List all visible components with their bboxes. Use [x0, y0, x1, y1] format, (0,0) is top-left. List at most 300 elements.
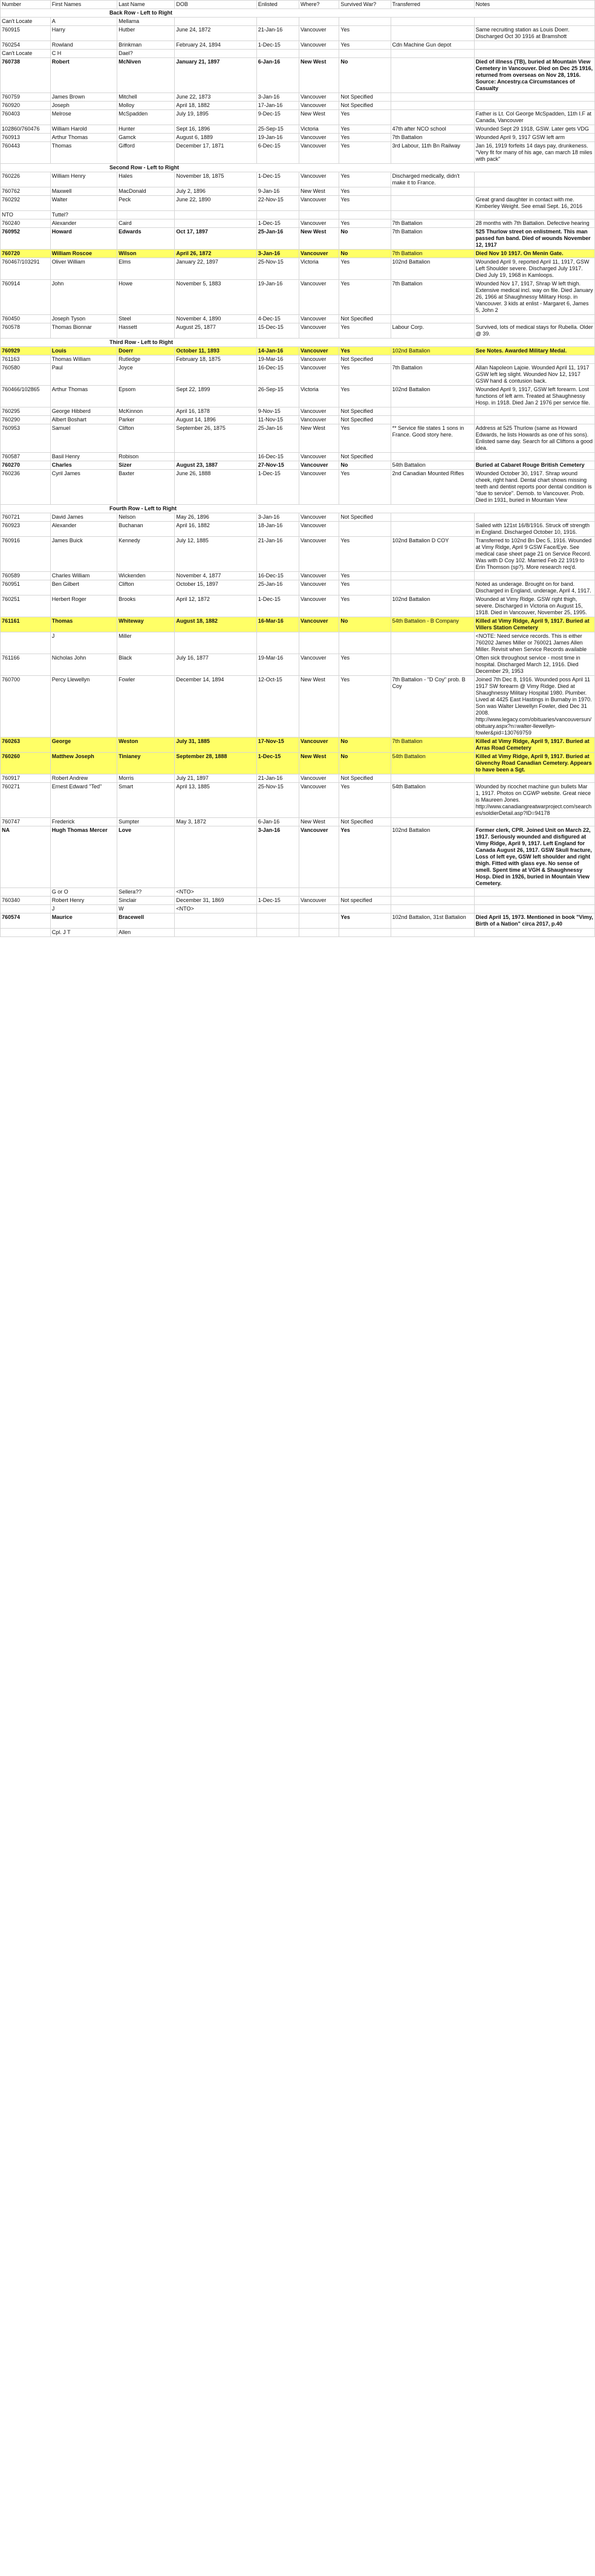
table-cell: 3-Jan-16 — [256, 826, 299, 888]
table-cell: Hutber — [117, 26, 175, 41]
table-cell: July 31, 1885 — [175, 738, 256, 753]
table-cell: Sumpter — [117, 818, 175, 826]
table-cell: Gifford — [117, 142, 175, 164]
table-cell: No — [339, 753, 391, 774]
table-cell: Survived, lots of medical stays for Rubella. Older @ 39. — [474, 323, 594, 339]
table-cell: Yes — [339, 783, 391, 818]
table-cell: Yes — [339, 187, 391, 196]
table-cell: Brinkman — [117, 41, 175, 50]
table-row — [1, 219, 595, 228]
table-row — [1, 774, 595, 783]
table-cell: 26-Sep-15 — [256, 386, 299, 407]
table-cell — [339, 905, 391, 913]
table-cell: Vancouver — [299, 134, 339, 142]
table-cell — [1, 905, 51, 913]
table-cell: Vancouver — [299, 461, 339, 470]
table-row — [1, 818, 595, 826]
table-cell: 3-Jan-16 — [256, 513, 299, 522]
table-cell: ** Service file states 1 sons in France. Good story here. — [391, 424, 474, 453]
table-cell: 7th Battalion - "D Coy" prob. B Coy — [391, 676, 474, 738]
table-cell: Baxter — [117, 470, 175, 505]
table-cell: McNiven — [117, 58, 175, 93]
table-cell: April 13, 1885 — [175, 783, 256, 818]
table-cell: Caird — [117, 219, 175, 228]
table-cell: Discharged medically, didn't make it to France. — [391, 172, 474, 187]
table-cell — [391, 102, 474, 110]
table-cell — [391, 572, 474, 580]
table-cell: 1-Dec-15 — [256, 219, 299, 228]
table-cell — [391, 580, 474, 595]
table-cell — [474, 187, 594, 196]
table-cell: Not Specified — [339, 513, 391, 522]
table-cell: 760295 — [1, 407, 51, 416]
table-cell: New West — [299, 110, 339, 125]
table-cell: Killed at Vimy Ridge, April 9, 1917. Buried at Villers Station Cemetery — [474, 617, 594, 632]
table-cell: 760914 — [1, 280, 51, 315]
table-row — [1, 826, 595, 888]
table-cell: December 31, 1869 — [175, 897, 256, 905]
table-cell: 760270 — [1, 461, 51, 470]
table-cell: 19-Jan-16 — [256, 134, 299, 142]
table-cell — [256, 929, 299, 937]
table-cell: Yes — [339, 364, 391, 386]
table-cell: January 22, 1897 — [175, 258, 256, 280]
table-cell: 21-Jan-16 — [256, 26, 299, 41]
table-cell: Thomas Bionnar — [50, 323, 117, 339]
table-cell: July 2, 1896 — [175, 187, 256, 196]
column-header: Transferred — [391, 1, 474, 9]
table-cell: Melrose — [50, 110, 117, 125]
table-cell — [474, 18, 594, 26]
table-row — [1, 142, 595, 164]
table-cell: Can't Locate — [1, 18, 51, 26]
table-cell — [391, 905, 474, 913]
table-cell: 102nd Battalion — [391, 595, 474, 617]
table-cell: Vancouver — [299, 315, 339, 323]
table-cell: Not specified — [339, 897, 391, 905]
table-cell — [391, 929, 474, 937]
table-cell: Yes — [339, 258, 391, 280]
table-cell: Yes — [339, 572, 391, 580]
table-cell: Edwards — [117, 228, 175, 250]
table-cell: Samuel — [50, 424, 117, 453]
table-cell: Robert Henry — [50, 897, 117, 905]
table-cell: 760929 — [1, 347, 51, 355]
table-cell: Bracewell — [117, 913, 175, 929]
table-cell: Yes — [339, 172, 391, 187]
table-cell: 7th Battalion — [391, 219, 474, 228]
table-cell: Albert Boshart — [50, 416, 117, 424]
table-cell: June 22, 1890 — [175, 196, 256, 211]
table-cell: Vancouver — [299, 196, 339, 211]
section-row — [1, 9, 595, 18]
table-cell: August 25, 1877 — [175, 323, 256, 339]
table-cell: New West — [299, 676, 339, 738]
table-cell: 760589 — [1, 572, 51, 580]
table-cell: No — [339, 617, 391, 632]
table-cell: No — [339, 461, 391, 470]
table-cell: Yes — [339, 280, 391, 315]
table-cell: James Buick — [50, 537, 117, 572]
column-header: Last Name — [117, 1, 175, 9]
table-cell: Morris — [117, 774, 175, 783]
table-cell: New West — [299, 228, 339, 250]
table-cell — [175, 211, 256, 219]
table-cell: July 21, 1897 — [175, 774, 256, 783]
table-row — [1, 355, 595, 364]
table-row — [1, 738, 595, 753]
table-cell: Hunter — [117, 125, 175, 134]
table-cell: Vancouver — [299, 142, 339, 164]
table-cell: Paul — [50, 364, 117, 386]
table-cell: W — [117, 905, 175, 913]
table-cell: Yes — [339, 654, 391, 676]
table-cell: 16-Mar-16 — [256, 617, 299, 632]
table-cell: 22-Nov-15 — [256, 196, 299, 211]
table-cell — [339, 18, 391, 26]
table-row — [1, 41, 595, 50]
table-cell: Hugh Thomas Mercer — [50, 826, 117, 888]
table-cell: Robert Andrew — [50, 774, 117, 783]
table-cell — [391, 93, 474, 102]
table-cell: Wounded April 9, 1917 GSW left arm — [474, 134, 594, 142]
table-cell: Thomas William — [50, 355, 117, 364]
table-cell: Wounded by ricochet machine gun bullets Mar 1, 1917. Photos on CGWP website. Great niece is Maureen Jones. http://www.canadiangreatwarproject.com/searches/soldierDetail.asp?ID=94178 — [474, 783, 594, 818]
table-cell: Charles — [50, 461, 117, 470]
table-row — [1, 250, 595, 258]
table-cell: Sailed with 121st 16/8/1916. Struck off strength in England. Discharged October 10, 1916. — [474, 522, 594, 537]
section-row — [1, 339, 595, 347]
table-row — [1, 513, 595, 522]
table-cell: Vancouver — [299, 323, 339, 339]
column-header: Survived War? — [339, 1, 391, 9]
table-cell: December 14, 1894 — [175, 676, 256, 738]
table-cell: April 26, 1872 — [175, 250, 256, 258]
table-cell — [299, 211, 339, 219]
table-cell: Basil Henry — [50, 453, 117, 461]
section-row — [1, 164, 595, 172]
table-cell: Arthur Thomas — [50, 134, 117, 142]
table-cell — [391, 50, 474, 58]
table-cell: Peck — [117, 196, 175, 211]
table-cell: 21-Jan-16 — [256, 537, 299, 572]
table-cell: Ben Gilbert — [50, 580, 117, 595]
table-cell: Vancouver — [299, 513, 339, 522]
table-cell: Cyril James — [50, 470, 117, 505]
table-cell: 760271 — [1, 783, 51, 818]
table-cell — [1, 632, 51, 654]
table-cell — [1, 888, 51, 897]
table-row — [1, 228, 595, 250]
table-cell: NA — [1, 826, 51, 888]
table-cell: 760263 — [1, 738, 51, 753]
table-cell: 760913 — [1, 134, 51, 142]
table-cell: May 26, 1896 — [175, 513, 256, 522]
table-cell: Mellama — [117, 18, 175, 26]
table-row — [1, 196, 595, 211]
table-cell: Often sick throughout service - most time in hospital. Discharged March 12, 1916. Died December 29, 1953 — [474, 654, 594, 676]
table-cell: Howe — [117, 280, 175, 315]
table-cell: Not Specified — [339, 774, 391, 783]
table-cell: Sept 16, 1896 — [175, 125, 256, 134]
table-cell: <NOTE: Need service records. This is either 760202 James Miller or 760021 James Allen Miller. Revisit when Service Records available — [474, 632, 594, 654]
table-cell: Sept 22, 1899 — [175, 386, 256, 407]
table-cell: Buried at Cabaret Rouge British Cemetery — [474, 461, 594, 470]
table-cell: Howard — [50, 228, 117, 250]
table-cell: Yes — [339, 595, 391, 617]
table-cell: New West — [299, 753, 339, 774]
table-cell: Not Specified — [339, 407, 391, 416]
table-row — [1, 461, 595, 470]
table-cell: 760466/102865 — [1, 386, 51, 407]
table-cell: Alexander — [50, 219, 117, 228]
table-row — [1, 187, 595, 196]
table-cell: 760292 — [1, 196, 51, 211]
table-cell: Vancouver — [299, 897, 339, 905]
table-cell: Buchanan — [117, 522, 175, 537]
table-row — [1, 913, 595, 929]
table-cell — [391, 888, 474, 897]
table-cell: Killed at Vimy Ridge, April 9, 1917. Buried at Arras Road Cemetery — [474, 738, 594, 753]
table-cell: 25-Nov-15 — [256, 258, 299, 280]
table-cell: November 5, 1883 — [175, 280, 256, 315]
table-cell: Vancouver — [299, 93, 339, 102]
table-cell: 19-Mar-16 — [256, 654, 299, 676]
table-row — [1, 50, 595, 58]
table-cell: 760226 — [1, 172, 51, 187]
table-cell: Yes — [339, 424, 391, 453]
table-cell: Vancouver — [299, 783, 339, 818]
table-row — [1, 753, 595, 774]
table-cell: July 16, 1877 — [175, 654, 256, 676]
table-row — [1, 134, 595, 142]
table-cell: Yes — [339, 134, 391, 142]
table-cell: 54th Battalion - B Company — [391, 617, 474, 632]
table-cell: Harry — [50, 26, 117, 41]
table-row — [1, 580, 595, 595]
table-cell — [474, 211, 594, 219]
table-row — [1, 26, 595, 41]
table-cell: 760467/103291 — [1, 258, 51, 280]
table-cell: 761161 — [1, 617, 51, 632]
table-cell: Noted as underage. Brought on for band. Discharged in England, underage, April 4, 1917. — [474, 580, 594, 595]
table-cell: 760917 — [1, 774, 51, 783]
table-row — [1, 654, 595, 676]
table-cell: 54th Battalion — [391, 753, 474, 774]
table-cell — [474, 897, 594, 905]
table-cell: January 21, 1897 — [175, 58, 256, 93]
section-label: Third Row - Left to Right — [1, 339, 595, 347]
table-cell — [299, 913, 339, 929]
table-cell: Smart — [117, 783, 175, 818]
table-cell: September 26, 1875 — [175, 424, 256, 453]
table-cell: No — [339, 250, 391, 258]
table-cell: June 26, 1888 — [175, 470, 256, 505]
table-cell — [391, 18, 474, 26]
table-cell: 760920 — [1, 102, 51, 110]
table-cell: 760747 — [1, 818, 51, 826]
table-cell: April 16, 1882 — [175, 522, 256, 537]
table-cell: No — [339, 228, 391, 250]
table-cell: 1-Dec-15 — [256, 753, 299, 774]
table-cell — [339, 632, 391, 654]
table-cell: 9-Nov-15 — [256, 407, 299, 416]
table-cell: 760240 — [1, 219, 51, 228]
table-cell: October 15, 1897 — [175, 580, 256, 595]
table-cell: Frederick — [50, 818, 117, 826]
table-cell: Vancouver — [299, 470, 339, 505]
table-cell: Wounded April 9, reported April 11, 1917, GSW Left Shoulder severe. Discharged July 1917. Died July 19, 1968 in Kamloops. — [474, 258, 594, 280]
table-cell: 760574 — [1, 913, 51, 929]
table-cell: 54th Battalion — [391, 783, 474, 818]
column-header: Where? — [299, 1, 339, 9]
column-header: First Names — [50, 1, 117, 9]
table-cell: Black — [117, 654, 175, 676]
table-cell: 102nd Battalion — [391, 258, 474, 280]
table-cell: Vancouver — [299, 364, 339, 386]
table-cell: 760759 — [1, 93, 51, 102]
table-cell: 3rd Labour, 11th Bn Railway — [391, 142, 474, 164]
table-cell — [391, 196, 474, 211]
table-cell: 760916 — [1, 537, 51, 572]
table-cell — [474, 315, 594, 323]
table-cell: Victoria — [299, 258, 339, 280]
table-cell: Yes — [339, 196, 391, 211]
table-cell: Yes — [339, 26, 391, 41]
table-cell: Maurice — [50, 913, 117, 929]
table-cell — [474, 929, 594, 937]
table-cell: Yes — [339, 125, 391, 134]
table-cell: Oct 17, 1897 — [175, 228, 256, 250]
table-row — [1, 470, 595, 505]
table-row — [1, 888, 595, 897]
table-cell — [474, 513, 594, 522]
table-cell: August 18, 1882 — [175, 617, 256, 632]
table-cell — [117, 211, 175, 219]
table-cell — [474, 774, 594, 783]
table-cell — [391, 453, 474, 461]
table-cell: John — [50, 280, 117, 315]
table-cell: 6-Jan-16 — [256, 818, 299, 826]
table-cell: 17-Nov-15 — [256, 738, 299, 753]
table-cell — [474, 407, 594, 416]
table-cell: Miller — [117, 632, 175, 654]
table-cell: 16-Dec-15 — [256, 572, 299, 580]
table-cell: Not Specified — [339, 355, 391, 364]
table-cell: June 22, 1873 — [175, 93, 256, 102]
table-cell — [391, 110, 474, 125]
table-cell — [391, 818, 474, 826]
table-cell: Walter — [50, 196, 117, 211]
table-cell: Thomas — [50, 142, 117, 164]
table-cell: 3-Jan-16 — [256, 250, 299, 258]
table-cell — [256, 50, 299, 58]
table-cell: Allan Napoleon Lajoie. Wounded April 11, 1917 GSW left leg slight. Wounded Nov 12, 1917 GSW hand & contusion back. — [474, 364, 594, 386]
table-cell: Percy Llewellyn — [50, 676, 117, 738]
table-row — [1, 897, 595, 905]
table-cell: Matthew Joseph — [50, 753, 117, 774]
table-cell: Clifton — [117, 580, 175, 595]
table-cell: Yes — [339, 913, 391, 929]
table-cell: Vancouver — [299, 41, 339, 50]
table-cell: William Henry — [50, 172, 117, 187]
table-cell — [474, 102, 594, 110]
roster-table — [0, 0, 595, 937]
table-cell: 760953 — [1, 424, 51, 453]
table-row — [1, 280, 595, 315]
table-cell — [391, 632, 474, 654]
table-cell — [474, 818, 594, 826]
table-cell: Charles William — [50, 572, 117, 580]
table-cell: Whiteway — [117, 617, 175, 632]
table-cell: Wilson — [117, 250, 175, 258]
table-cell — [474, 355, 594, 364]
table-cell: Nicholas John — [50, 654, 117, 676]
table-cell: 27-Nov-15 — [256, 461, 299, 470]
table-cell: Sinclair — [117, 897, 175, 905]
table-cell: 760578 — [1, 323, 51, 339]
table-cell: Vancouver — [299, 654, 339, 676]
table-row — [1, 58, 595, 93]
table-cell: Vancouver — [299, 172, 339, 187]
table-cell: 16-Dec-15 — [256, 364, 299, 386]
table-cell: Elms — [117, 258, 175, 280]
table-cell — [339, 50, 391, 58]
table-cell: Vancouver — [299, 250, 339, 258]
table-row — [1, 386, 595, 407]
table-cell: 760254 — [1, 41, 51, 50]
table-cell: MacDonald — [117, 187, 175, 196]
table-cell: 760587 — [1, 453, 51, 461]
table-cell: Kennedy — [117, 537, 175, 572]
table-cell: 525 Thurlow street on enlistment. This man passed fun band. Died of wounds November 12, 1917 — [474, 228, 594, 250]
table-cell: 6-Jan-16 — [256, 58, 299, 93]
column-header: DOB — [175, 1, 256, 9]
table-cell — [175, 632, 256, 654]
table-cell: Victoria — [299, 125, 339, 134]
table-cell: George — [50, 738, 117, 753]
table-cell: Not Specified — [339, 818, 391, 826]
table-cell — [474, 453, 594, 461]
table-cell: Wounded Sept 29 1918, GSW. Later gets VDG — [474, 125, 594, 134]
table-cell — [391, 774, 474, 783]
table-cell: 25-Nov-15 — [256, 783, 299, 818]
table-cell: 18-Jan-16 — [256, 522, 299, 537]
table-cell: 54th Battalion — [391, 461, 474, 470]
table-cell: David James — [50, 513, 117, 522]
table-cell: December 17, 1871 — [175, 142, 256, 164]
table-cell: Herbert Roger — [50, 595, 117, 617]
table-row — [1, 172, 595, 187]
table-cell: Vancouver — [299, 774, 339, 783]
table-cell — [474, 572, 594, 580]
table-cell: Vancouver — [299, 407, 339, 416]
table-cell: 21-Jan-16 — [256, 774, 299, 783]
table-cell: 25-Jan-16 — [256, 580, 299, 595]
table-cell: Yes — [339, 347, 391, 355]
table-cell: Rutledge — [117, 355, 175, 364]
table-cell: 102nd Battalion — [391, 386, 474, 407]
table-cell: 7th Battalion — [391, 250, 474, 258]
table-cell: 760915 — [1, 26, 51, 41]
table-cell: Vancouver — [299, 280, 339, 315]
table-cell: 25-Sep-15 — [256, 125, 299, 134]
table-cell: Transferred to 102nd Bn Dec 5, 1916. Wounded at Vimy Ridge, April 9 GSW Face/Eye. See medical case sheet page 21 on Service Record. Was with D Coy 102. Married Feb 22 1919 to Erin Thomson (sp?). More research req'd. — [474, 537, 594, 572]
table-cell: 760720 — [1, 250, 51, 258]
table-cell: Robert — [50, 58, 117, 93]
table-row — [1, 315, 595, 323]
table-row — [1, 125, 595, 134]
